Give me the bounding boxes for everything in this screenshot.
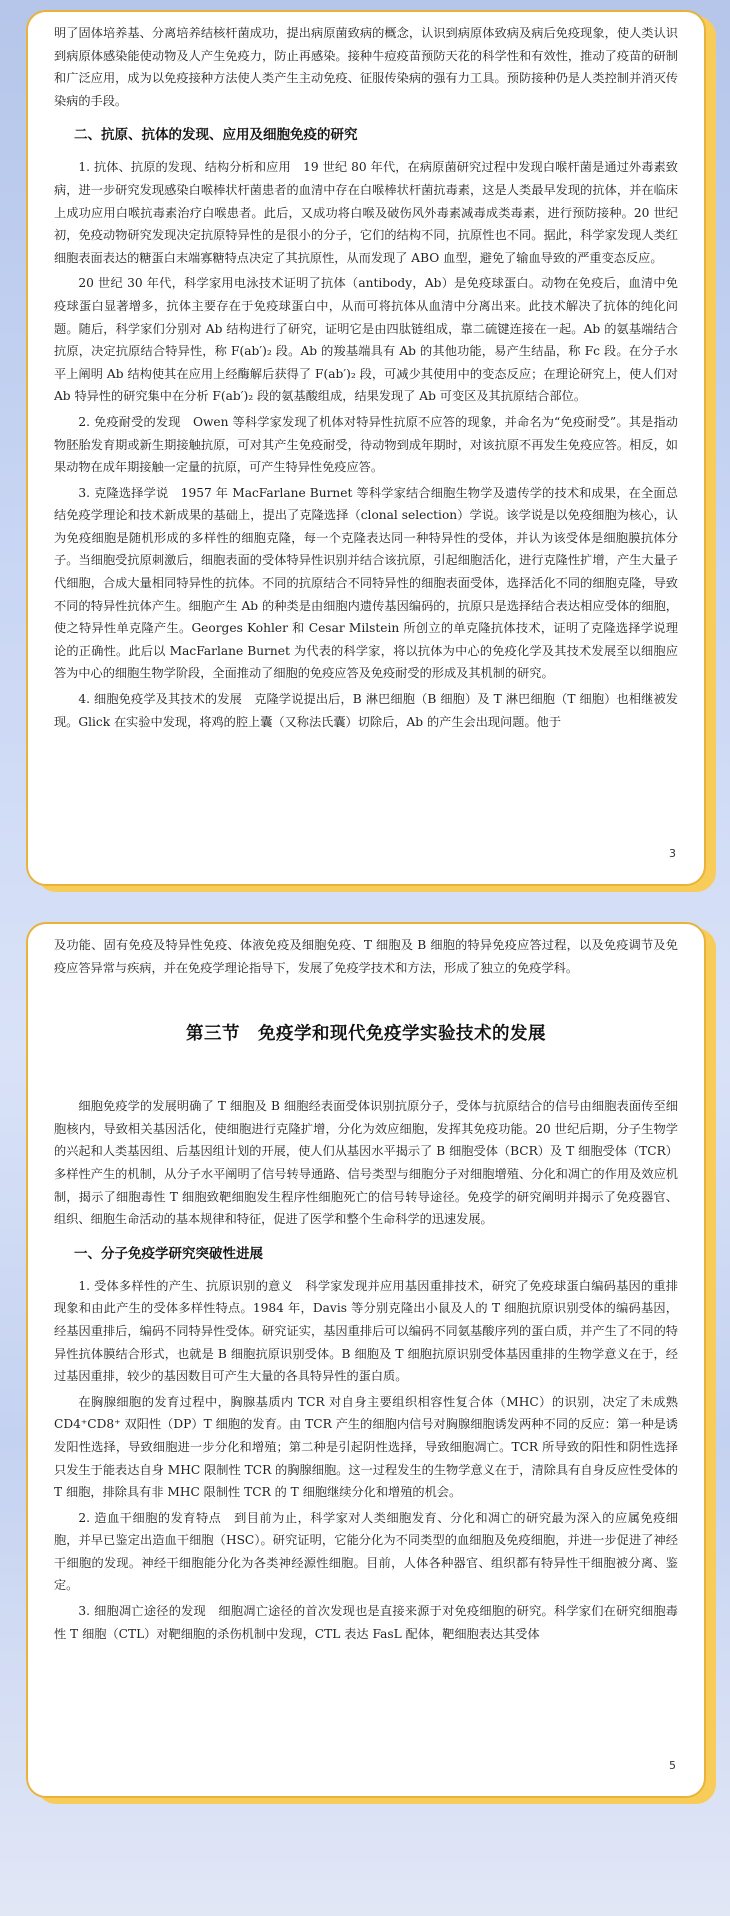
paragraph-receptor-diversity: 1. 受体多样性的产生、抗原识别的意义 科学家发现并应用基因重排技术，研究了免疫球蛋白编码基因的重排现象和由此产生的受体多样性特点。1984 年，Davis 等分别克隆出小鼠及人的 T 细胞抗原识别受体的编码基因，经基因重排后，编码不同特异性受体。研究证实，基因重排后可以编码不同氨基酸序列的蛋白质，并产生了不同的特异性抗体膜结合形式，也就是 B 细胞抗原识别受体。B 细胞及 T 细胞抗原识别受体基因重排的生物学意义在于，经过基因重排，较少的基因数目可产生大量的各具特异性的蛋白质。: [54, 1278, 678, 1384]
section-title: 第三节 免疫学和现代免疫学实验技术的发展: [186, 1024, 546, 1045]
paragraph-thymocyte-selection: 在胸腺细胞的发育过程中，胸腺基质内 TCR 对自身主要组织相容性复合体（MHC）的识别，决定了未成熟 CD4⁺CD8⁺ 双阳性（DP）T 细胞的发育。由 TCR 产生的细胞内信号对胸腺细胞诱发两种不同的反应：第一种是诱发阳性选择，导致细胞进一步分化和增殖；第二种是引起阴性选择，导致细胞凋亡。TCR 所导致的阳性和阴性选择只发生于能表达自身 MHC 限制性 TCR 的胸腺细胞。这一过程发生的生物学意义在于，清除具有自身反应性受体的 T 细胞，排除具有非 MHC 限制性 TCR 的 T 细胞继续分化和增殖的机会。: [54, 1394, 678, 1500]
intro-paragraph: 及功能、固有免疫及特异性免疫、体液免疫及细胞免疫、T 细胞及 B 细胞的特异免疫应答过程，以及免疫调节及免疫应答异常与疾病，并在免疫学理论指导下，发展了免疫学技术和方法，形成了独立的免疫学科。: [54, 938, 678, 975]
paragraph-apoptosis: 3. 细胞凋亡途径的发现 细胞凋亡途径的首次发现也是直接来源于对免疫细胞的研究。科学家们在研究细胞毒性 T 细胞（CTL）对靶细胞的杀伤机制中发现，CTL 表达 FasL 配体，靶细胞表达其受体: [54, 1604, 678, 1641]
page-number: 5: [669, 1759, 676, 1773]
page-3[interactable]: [26, 10, 706, 886]
paragraph-antibody-structure: 20 世纪 30 年代，科学家用电泳技术证明了抗体（antibody，Ab）是免疫球蛋白。动物在免疫后，血清中免疫球蛋白显著增多，抗体主要存在于免疫球蛋白中，从而可将抗体从血清中分离出来。此技术解决了抗体的纯化问题。随后，科学家们分别对 Ab 结构进行了研究，证明它是由四肽链组成，靠二硫键连接在一起。Ab 的氨基端结合抗原，决定抗原结合特异性，称 F(ab′)₂ 段。Ab 的羧基端具有 Ab 的其他功能，易产生结晶，称 Fc 段。在分子水平上阐明 Ab 结构使其在应用上经酶解后获得了 F(ab′)₂ 段，可减少其使用中的变态反应；在理论研究上，使人们对 Ab 特异性的研究集中在分析 F(ab′)₂ 段的氨基酸组成，结果发现了 Ab 可变区及其抗原结合部位。: [54, 276, 678, 404]
intro-paragraph: 明了固体培养基、分离培养结核杆菌成功，提出病原菌致病的概念，认识到病原体致病及病后免疫现象，使人类认识到病原体感染能使动物及人产生免疫力，防止再感染。接种牛痘疫苗预防天花的科学性和有效性，推动了疫苗的研制和广泛应用，成为以免疫接种方法使人类产生主动免疫、征服传染病的强有力工具。预防接种仍是人类控制并消灭传染病的手段。: [54, 26, 678, 108]
paragraph-cellular-immunology: 4. 细胞免疫学及其技术的发展 克隆学说提出后，B 淋巴细胞（B 细胞）及 T 淋巴细胞（T 细胞）也相继被发现。Glick 在实验中发现，将鸡的腔上囊（又称法氏囊）切除后，Ab 的产生会出现问题。他于: [54, 692, 678, 729]
page-3-container: [26, 10, 706, 886]
page-5-container: [26, 922, 706, 1798]
section-heading: 二、抗原、抗体的发现、应用及细胞免疫的研究: [74, 127, 358, 144]
section-heading: 一、分子免疫学研究突破性进展: [74, 1245, 263, 1262]
paragraph-immune-tolerance: 2. 免疫耐受的发现 Owen 等科学家发现了机体对特异性抗原不应答的现象，并命名为“免疫耐受”。其是指动物胚胎发育期或新生期接触抗原，可对其产生免疫耐受，待动物到成年期时，对该抗原不再发生免疫应答。相反，如果动物在成年期接触一定量的抗原，可产生特异性免疫应答。: [54, 414, 678, 475]
paragraph-antibody-discovery: 1. 抗体、抗原的发现、结构分析和应用 19 世纪 80 年代，在病原菌研究过程中发现白喉杆菌是通过外毒素致病，进一步研究发现感染白喉棒状杆菌患者的血清中存在白喉棒状杆菌抗毒素，这是人类最早发现的抗体，并在临床上成功应用白喉抗毒素治疗白喉患者。此后，又成功将白喉及破伤风外毒素减毒成类毒素，进行预防接种。20 世纪初，免疫动物研究发现决定抗原特异性的是很小的分子，它们的结构不同，抗原性也不同。据此，科学家发现人类红细胞表面表达的糖蛋白末端寡糖特点决定了其抗原性，从而发现了 ABO 血型，避免了输血导致的严重变态反应。: [54, 160, 678, 265]
paragraph-clonal-selection: 3. 克隆选择学说 1957 年 MacFarlane Burnet 等科学家结合细胞生物学及遗传学的技术和成果，在全面总结免疫学理论和技术新成果的基础上，提出了克隆选择（clonal selection）学说。该学说是以免疫细胞为核心，认为免疫细胞是随机形成的多样性的细胞克隆，每一个克隆表达同一种特异性的受体，并认为该受体是细胞膜抗体分子。当细胞受抗原刺激后，细胞表面的受体特异性识别并结合该抗原，引起细胞活化，进行克隆性扩增，产生大量子代细胞，合成大量相同特异性的抗体。不同的抗原结合不同特异性的细胞表面受体，选择活化不同的细胞克隆，导致不同的特异性抗体产生。细胞产生 Ab 的种类是由细胞内遗传基因编码的，抗原只是选择结合表达相应受体的细胞，使之特异性单克隆产生。Georges Kohler 和 Cesar Milstein 所创立的单克隆抗体技术，证明了克隆选择学说理论的正确性。此后以 MacFarlane Burnet 为代表的科学家，将以抗体为中心的免疫化学及其技术发展至以细胞应答为中心的细胞生物学阶段，全面推动了细胞的免疫应答及免疫耐受的形成及其机制的研究。: [54, 485, 678, 681]
paragraph-cell-immunology: 细胞免疫学的发展明确了 T 细胞及 B 细胞经表面受体识别抗原分子，受体与抗原结合的信号由细胞表面传至细胞核内，导致相关基因活化，使细胞进行克隆扩增，分化为效应细胞，发挥其免疫功能。20 世纪后期，分子生物学的兴起和人类基因组、后基因组计划的开展，使人们从基因水平揭示了 B 细胞受体（BCR）及 T 细胞受体（TCR）多样性产生的机制，从分子水平阐明了信号转导通路、信号类型与细胞分子对细胞增殖、分化和凋亡的作用及效应机制，揭示了细胞毒性 T 细胞致靶细胞发生程序性细胞死亡的信号转导途径。免疫学的研究阐明并揭示了免疫器官、组织、细胞生命活动的基本规律和特征，促进了医学和整个生命科学的迅速发展。: [54, 1099, 678, 1227]
paragraph-stem-cells: 2. 造血干细胞的发育特点 到目前为止，科学家对人类细胞发育、分化和凋亡的研究最为深入的应属免疫细胞，并早已鉴定出造血干细胞（HSC）。研究证明，它能分化为不同类型的血细胞及免疫细胞，并进一步促进了神经干细胞的发现。神经干细胞能分化为各类神经源性细胞。目前，人体各种器官、组织都有特异性干细胞被分离、鉴定。: [54, 1510, 678, 1593]
page-number: 3: [669, 847, 676, 861]
page-5[interactable]: [26, 922, 706, 1798]
